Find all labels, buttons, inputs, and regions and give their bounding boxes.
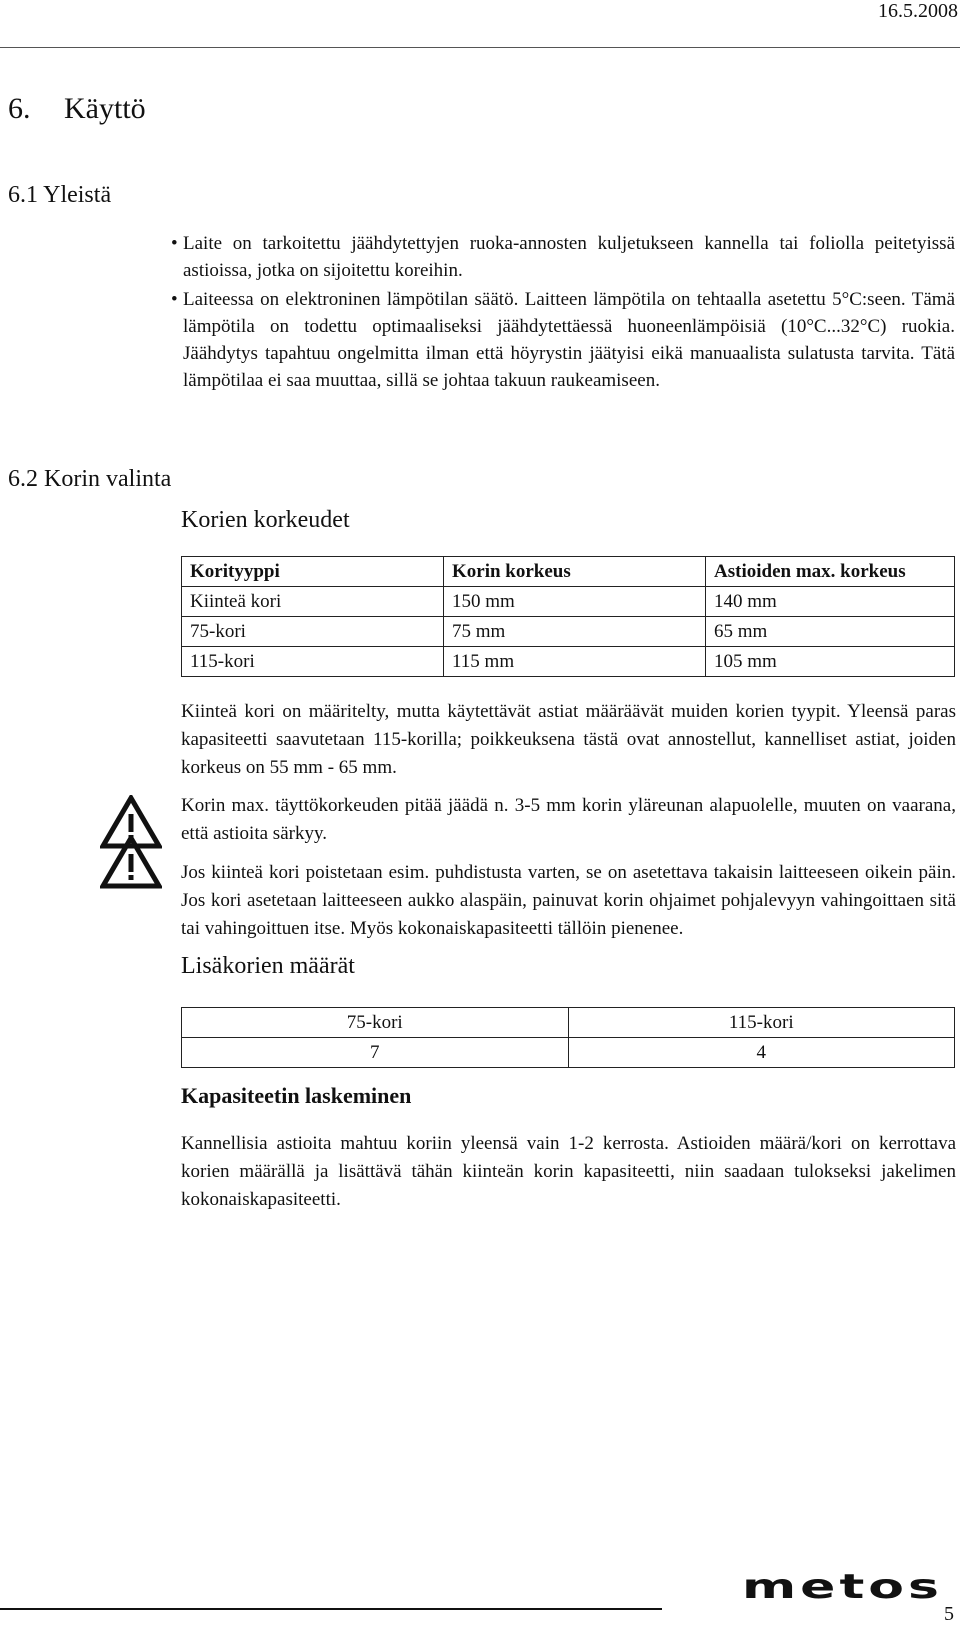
chapter-heading (8, 92, 146, 126)
capacity-paragraph: Kannellisia astioita mahtuu koriin yleensä vain 1-2 kerrosta. Astioiden määrä/kori on kerrottava korien määrällä ja lisättävä tähän kiinteän korin kapasiteetti, niin saadaan tulokseksi jakelimen kokonaiskapasiteetti. (181, 1133, 956, 1210)
table-row (182, 587, 955, 617)
table-header-cell: 75-kori (182, 1008, 569, 1038)
table-cell: 65 mm (706, 617, 955, 647)
table-cell: 75-kori (182, 617, 444, 647)
warning-text-1: Korin max. täyttökorkeuden pitää jäädä n. 3-5 mm korin yläreunan alapuolelle, muuten on vaarana, että astioita särkyy. (181, 795, 956, 844)
table-cell: Kiinteä kori (182, 587, 444, 617)
basket-paragraph: Kiinteä kori on määritelty, mutta käytettävät astiat määräävät muiden korien tyypit. Yleensä paras kapasiteetti saavutetaan 115-korilla; poikkeuksena tästä ovat annostellut, kannelliset astiat, joiden korkeus on 55 mm - 65 mm. (181, 701, 956, 778)
table-header-row (182, 1008, 955, 1038)
table-header-cell: Astioiden max. korkeus (706, 557, 955, 587)
metos-logo: metos (742, 1567, 943, 1607)
heights-table (181, 556, 955, 677)
warning-text-2: Jos kiinteä kori poistetaan esim. puhdistusta varten, se on asetettava takaisin laitteeseen oikein päin. Jos kori asetetaan laitteeseen aukko alaspäin, painuvat korin ohjaimet pohjalevyyn vahingoittaen sitä tai vahingoittuen itse. Myös kokonaiskapasiteetti tällöin pienenee. (181, 862, 956, 939)
page-number: 5 (944, 1603, 954, 1625)
table-cell: 105 mm (706, 647, 955, 677)
list-item (171, 230, 955, 284)
warning-icon (100, 835, 162, 889)
table-header-cell: Korin korkeus (444, 557, 706, 587)
header-rule (0, 47, 960, 48)
general-bullet-list (171, 230, 955, 396)
bullet-icon: • (171, 233, 178, 254)
chapter-title: Käyttö (64, 92, 146, 125)
table-cell: 115 mm (444, 647, 706, 677)
table-header-row (182, 557, 955, 587)
table-cell: 4 (568, 1038, 955, 1068)
section-basket-title: 6.2 Korin valinta (8, 466, 172, 492)
table-header-cell: 115-kori (568, 1008, 955, 1038)
extra-baskets-table (181, 1007, 955, 1068)
bullet-icon: • (171, 289, 178, 310)
extra-baskets-title: Lisäkorien määrät (181, 953, 355, 979)
table-header-cell: Korityyppi (182, 557, 444, 587)
footer-rule (0, 1608, 662, 1610)
table-row (182, 647, 955, 677)
table-cell: 115-kori (182, 647, 444, 677)
table-row (182, 617, 955, 647)
bullet-text: Laite on tarkoitettu jäähdytettyjen ruoka-annosten kuljetukseen kannella tai foliolla peitetyissä astioissa, jotka on sijoitettu koreihin. (183, 233, 955, 281)
capacity-title: Kapasiteetin laskeminen (181, 1083, 412, 1108)
table-cell: 7 (182, 1038, 569, 1068)
section-general-title: 6.1 Yleistä (8, 182, 112, 208)
table-cell: 150 mm (444, 587, 706, 617)
list-item (171, 286, 955, 394)
table-cell: 140 mm (706, 587, 955, 617)
header-date: 16.5.2008 (878, 0, 958, 22)
heights-title: Korien korkeudet (181, 507, 350, 533)
bullet-text: Laiteessa on elektroninen lämpötilan säätö. Laitteen lämpötila on tehtaalla asetettu 5°C:seen. Tämä lämpötila on todettu optimaaliseksi jäähdytettäessä huoneenlämpöisiä (10°C...32°C) ruokia. Jäähdytys tapahtuu ongelmitta ilman että höyrystin jäätyisi eikä manuaalista sulatusta tarvita. Tätä lämpötilaa ei saa muuttaa, sillä se johtaa takuun raukeamiseen. (183, 289, 955, 391)
table-cell: 75 mm (444, 617, 706, 647)
chapter-number: 6. (8, 92, 31, 125)
table-row (182, 1038, 955, 1068)
